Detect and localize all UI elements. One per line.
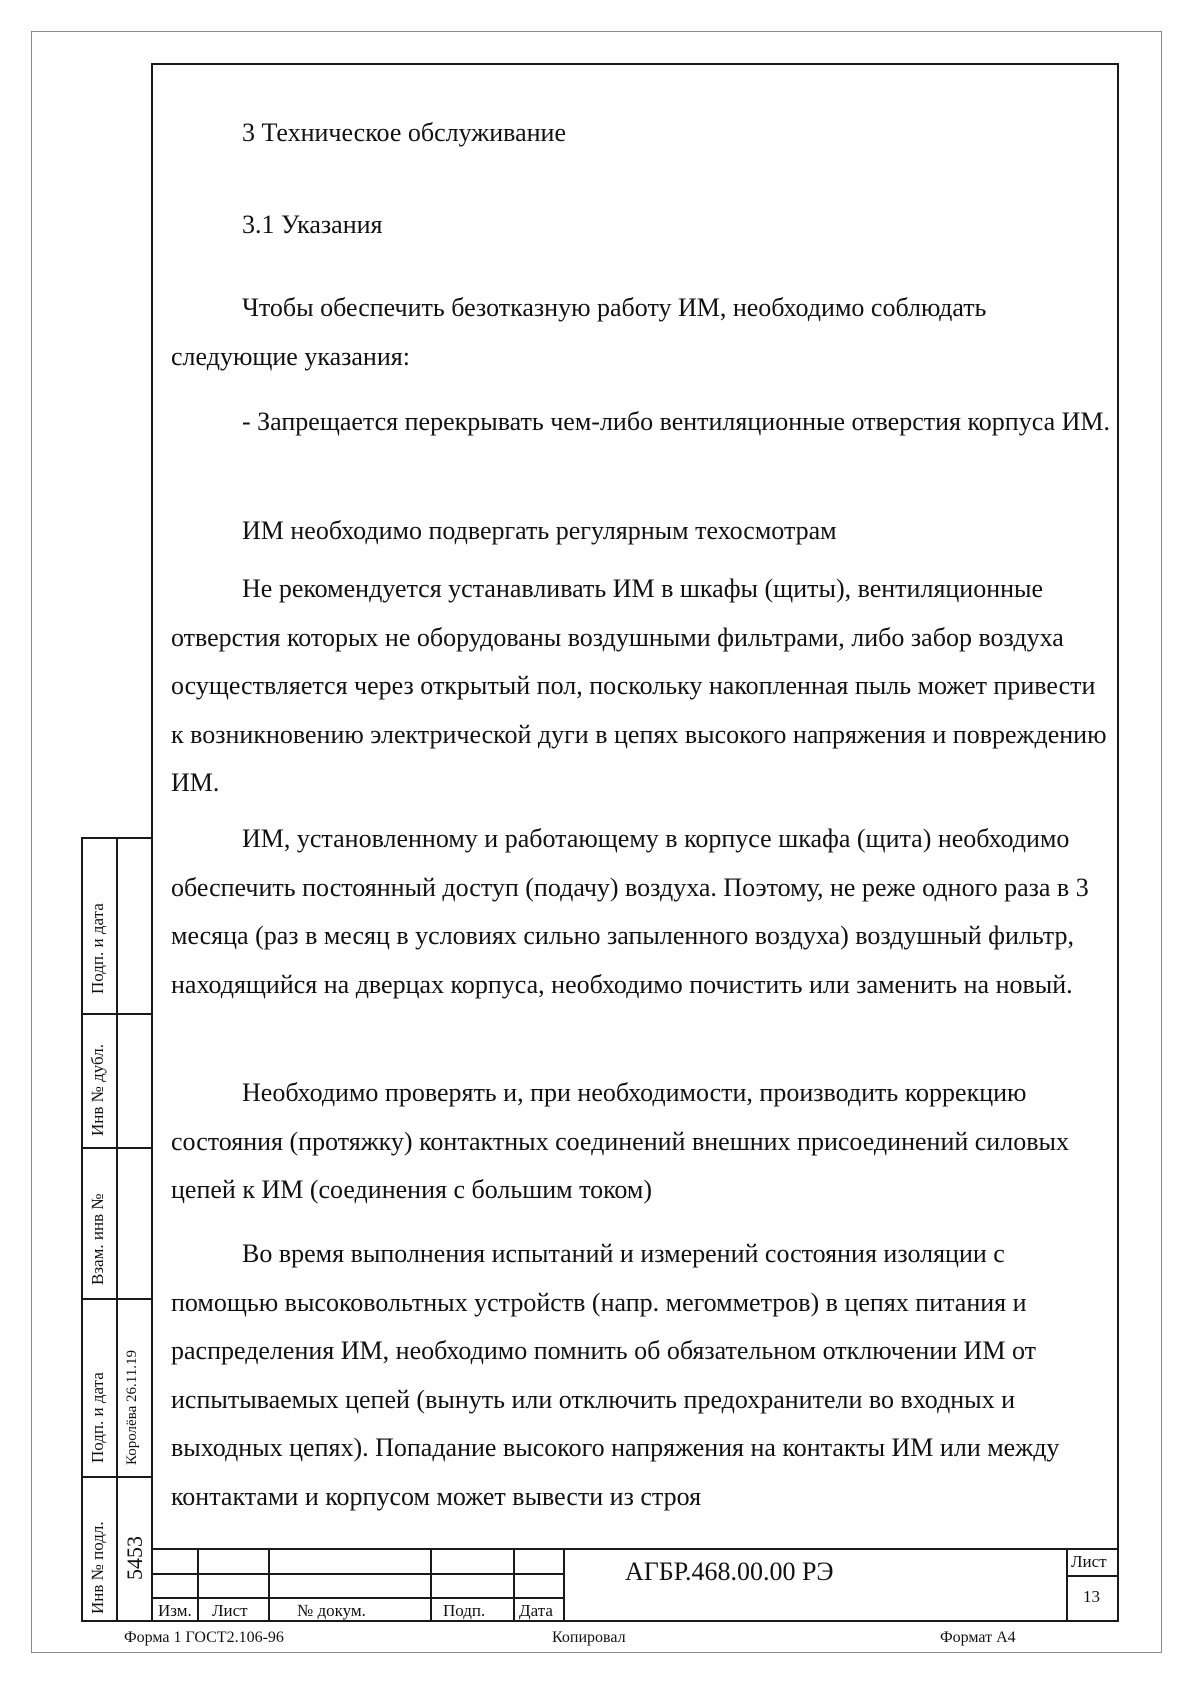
side-label-inv-podl: Инв № подл.	[88, 1521, 107, 1614]
col-list: Лист	[212, 1601, 248, 1620]
col-izm: Изм.	[158, 1601, 192, 1620]
inventory-number: 5453	[122, 1536, 147, 1580]
paragraph-2: - Запрещается перекрывать чем-либо вентиляционные отверстия корпуса ИМ.	[242, 407, 1111, 436]
col-data: Дата	[519, 1601, 553, 1620]
col-podp: Подп.	[443, 1601, 486, 1620]
section-heading: 3 Техническое обслуживание	[242, 118, 567, 147]
sheet-label: Лист	[1071, 1552, 1107, 1571]
side-label-inv-dubl: Инв № дубл.	[88, 1043, 107, 1136]
paragraph-6: Необходимо проверять и, при необходимости, производить коррекцию состояния (протяжку) контактных соединений внешних присоединений силовых цепей к ИМ (соединения с большим током)	[171, 1078, 1069, 1204]
signature-date: Королёва 26.11.19	[124, 1350, 140, 1465]
side-label-vzam-inv: Взам. инв №	[88, 1193, 107, 1285]
footer-copied: Копировал	[552, 1629, 626, 1646]
paragraph-4: Не рекомендуется устанавливать ИМ в шкафы (щиты), вентиляционные отверстия которых не оборудованы воздушными фильтрами, либо забор воздуха осуществляется через открытый пол, поскольку накопленная пыль может привести к возникновению электрической дуги в цепях высокого напряжения и повреждению ИМ.	[171, 574, 1107, 797]
paragraph-3: ИМ необходимо подвергать регулярным техосмотрам	[242, 516, 837, 545]
subsection-heading: 3.1 Указания	[242, 210, 383, 239]
side-label-podp-data-2: Подп. и дата	[88, 1372, 107, 1463]
document-designation: АГБР.468.00.00 РЭ	[625, 1557, 834, 1586]
side-label-podp-data-1: Подп. и дата	[88, 903, 107, 994]
paragraph-7: Во время выполнения испытаний и измерений состояния изоляции с помощью высоковольтных устройств (напр. мегомметров) в цепях питания и распределения ИМ, необходимо помнить об обязательном отключении ИМ от испытываемых цепей (вынуть или отключить предохранители во входных и выходных цепях). Попадание высокого напряжения на контакты ИМ или между контактами и корпусом может вывести из строя	[171, 1239, 1060, 1511]
footer-format: Формат А4	[940, 1629, 1016, 1646]
col-doc: № докум.	[297, 1601, 366, 1620]
paragraph-5: ИМ, установленному и работающему в корпусе шкафа (щита) необходимо обеспечить постоянный доступ (подачу) воздуха. Поэтому, не реже одного раза в 3 месяца (раз в месяц в условиях сильно запыленного воздуха) воздушный фильтр, находящийся на дверцах корпуса, необходимо почистить или заменить на новый.	[171, 824, 1089, 999]
footer-form: Форма 1 ГОСТ2.106-96	[124, 1629, 284, 1646]
sheet-number: 13	[1083, 1587, 1100, 1606]
paragraph-1: Чтобы обеспечить безотказную работу ИМ, необходимо соблюдать следующие указания:	[171, 293, 987, 371]
